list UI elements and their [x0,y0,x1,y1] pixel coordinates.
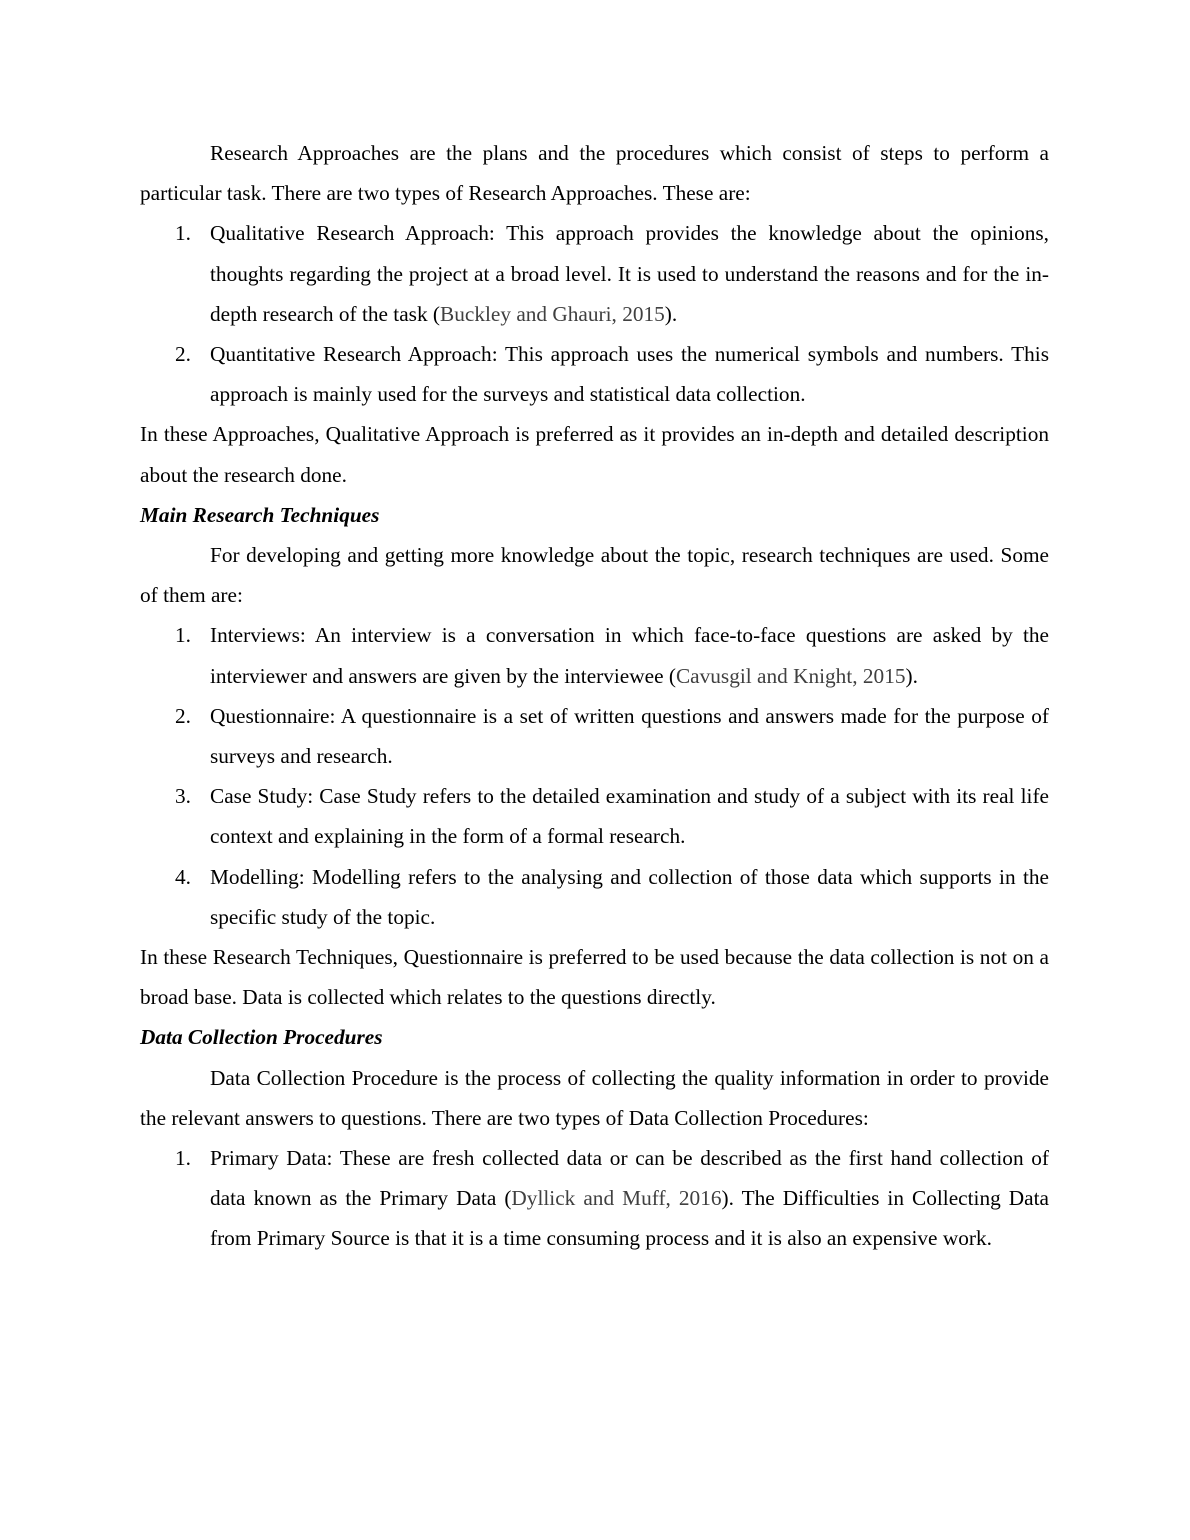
intro-paragraph: Research Approaches are the plans and the procedures which consist of steps to perform a particular task. There are two types of Research Approaches. These are: [140,141,1049,206]
list-text-after: ). [905,663,918,688]
list-text: Primary Data: These are fresh collected data or can be described as the first hand collection of data known as the Primary Data ( [210,1146,1049,1211]
techniques-intro: For developing and getting more knowledge about the topic, research techniques are used. Some of them are: [140,543,1049,608]
list-item [140,696,1049,776]
list-item [140,615,1049,695]
citation: Cavusgil and Knight, 2015 [675,663,906,688]
list-number: 1. [175,221,191,246]
list-text: Modelling: Modelling refers to the analysing and collection of those data which supports in the specific study of the topic. [210,864,1049,929]
approaches-list [140,213,1049,414]
list-text: Questionnaire: A questionnaire is a set of written questions and answers made for the purpose of surveys and research. [210,703,1049,769]
list-number: 3. [175,784,191,809]
list-item [140,213,1049,334]
list-number: 1. [175,623,191,648]
list-text-after: ). The Difficulties in Collecting Data from Primary Source is that it is a time consuming process and it is also an expensive work. [210,1186,1050,1251]
procedures-intro: Data Collection Procedure is the process of collecting the quality information in order to provide the relevant answers to questions. There are two types of Data Collection Procedures: [140,1065,1049,1130]
document-page [140,133,1049,1259]
list-number: 1. [175,1146,191,1171]
techniques-list [140,615,1049,937]
list-item [140,1138,1049,1259]
list-text: Interviews: An interview is a conversation in which face-to-face questions are asked by the interviewer and answers are given by the interviewee ( [210,623,1049,688]
list-text: Quantitative Research Approach: This approach uses the numerical symbols and numbers. This approach is mainly used for the surveys and statistical data collection. [210,342,1049,407]
techniques-conclusion: In these Research Techniques, Questionnaire is preferred to be used because the data collection is not on a broad base. Data is collected which relates to the questions directly. [140,945,1049,1010]
section-heading: Main Research Techniques [140,502,380,527]
procedures-list [140,1138,1049,1259]
approaches-conclusion: In these Approaches, Qualitative Approach is preferred as it provides an in-depth and detailed description about the research done. [140,422,1049,487]
list-text: Case Study: Case Study refers to the detailed examination and study of a subject with its real life context and explaining in the form of a formal research. [210,784,1049,849]
list-item [140,334,1049,414]
list-text: Qualitative Research Approach: This approach provides the knowledge about the opinions, thoughts regarding the project at a broad level. It is used to understand the reasons and for the in-depth research of the task ( [210,221,1049,326]
list-number: 2. [175,342,191,367]
list-item [140,776,1049,856]
citation: Buckley and Ghauri, 2015 [440,301,665,326]
list-item [140,857,1049,937]
section-heading: Data Collection Procedures [140,1025,383,1050]
citation: Dyllick and Muff, 2016 [511,1186,722,1211]
list-number: 4. [175,864,191,889]
list-number: 2. [175,703,191,728]
list-text-after: ). [664,301,678,326]
